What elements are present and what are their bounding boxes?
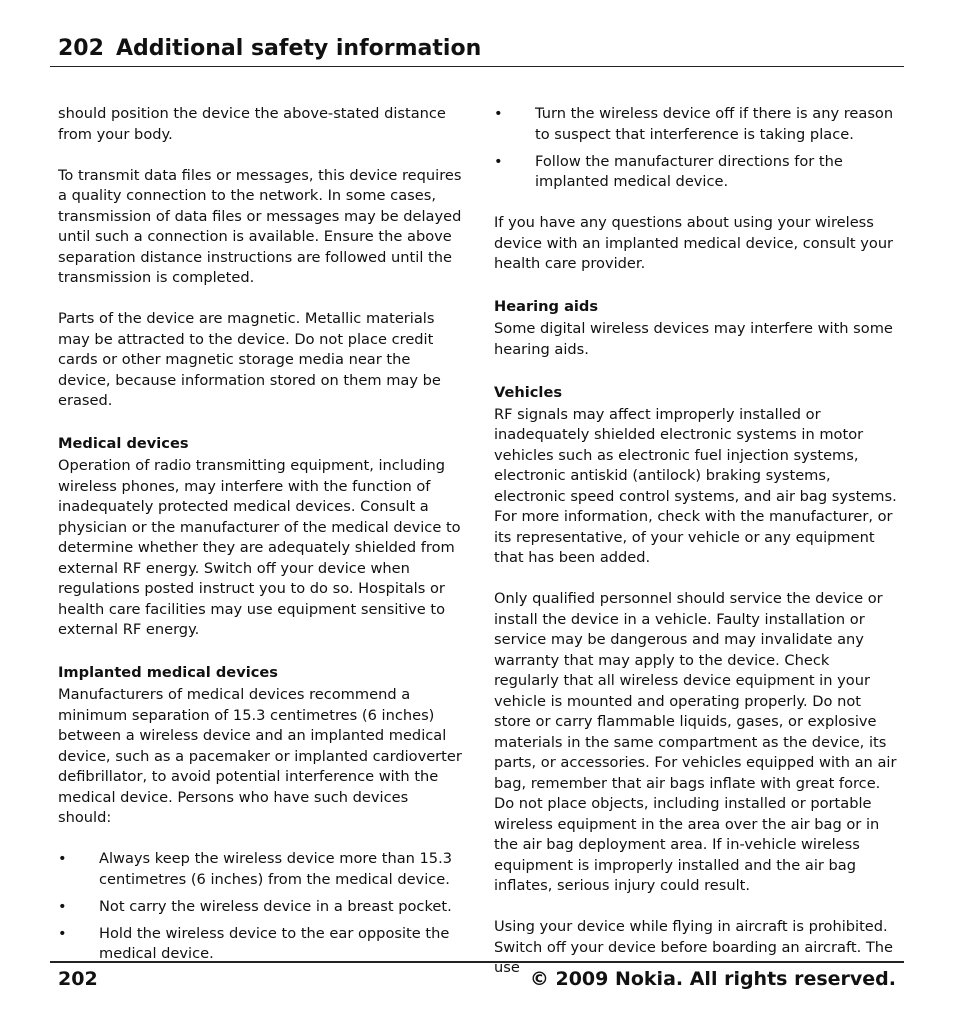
heading-medical-devices: Medical devices xyxy=(58,435,189,452)
list-item xyxy=(58,849,462,890)
bullet-icon: • xyxy=(58,924,67,942)
right-column xyxy=(494,104,898,999)
bullet-icon: • xyxy=(494,152,503,170)
heading-vehicles: Vehicles xyxy=(494,383,563,401)
list-item-text: Always keep the wireless device more than 15.3 centimetres (6 inches) from the medical device. xyxy=(99,850,453,888)
list-item-text: Hold the wireless device to the ear opposite the medical device. xyxy=(99,924,450,962)
paragraph-magnetic: Parts of the device are magnetic. Metallic materials may be attracted to the device. Do not place credit cards or other magnetic storage media near the device, because information stored on them may be erased. xyxy=(58,310,441,409)
list-item xyxy=(494,104,898,145)
right-bullet-list xyxy=(494,104,898,193)
paragraph-service: Only qualified personnel should service the device or install the device in a vehicle. Faulty installation or service may be dangerous and may invalidate any warranty that may apply to the device. Check regularly that all wireless device equipment in your vehicle is mounted and operating properly. Do not store or carry flammable liquids, gases, or explosive materials in the same compartment as the device, its parts, or accessories. For vehicles equipped with an air bag, remember that air bags inflate with great force. Do not place objects, including installed or portable wireless equipment in the area over the air bag or in the air bag deployment area. If in-vehicle wireless equipment is improperly installed and the air bag inflates, serious injury could result. xyxy=(494,590,897,894)
bullet-icon: • xyxy=(58,897,67,915)
list-item-text: Not carry the wireless device in a breast pocket. xyxy=(99,897,452,915)
paragraph-questions: If you have any questions about using your wireless device with an implanted medical device, consult your health care provider. xyxy=(494,214,894,272)
list-item-text: Turn the wireless device off if there is any reason to suspect that interference is taking place. xyxy=(535,105,894,143)
paragraph-medical-devices: Operation of radio transmitting equipment, including wireless phones, may interfere with the function of inadequately protected medical devices. Consult a physician or the manufacturer of the medical device to determine whether they are adequately shielded from external RF energy. Switch off your device when regulations posted instruct you to do so. Hospitals or health care facilities may use equipment sensitive to external RF energy. xyxy=(58,457,461,638)
paragraph-hearing-aids: Some digital wireless devices may interfere with some hearing aids. xyxy=(494,320,893,358)
bullet-icon: • xyxy=(494,105,503,122)
left-column xyxy=(58,104,462,985)
paragraph-flying: Using your device while flying in aircraft is prohibited. Switch off your device before boarding an aircraft. The use xyxy=(494,918,893,976)
heading-implanted-medical-devices: Implanted medical devices xyxy=(58,664,278,681)
list-item xyxy=(58,897,462,918)
left-bullet-list xyxy=(58,849,462,965)
list-item xyxy=(58,924,462,965)
list-item-text: Follow the manufacturer directions for the implanted medical device. xyxy=(535,152,843,190)
page-title: Additional safety information xyxy=(116,36,482,61)
paragraph-data-transmission: To transmit data files or messages, this device requires a quality connection to the network. In some cases, transmission of data files or messages may be delayed until such a connection is available. Ensure the above separation distance instructions are followed until the transmission is completed. xyxy=(58,166,462,286)
copyright-notice: © 2009 Nokia. All rights reserved. xyxy=(529,968,896,990)
bullet-icon: • xyxy=(58,850,67,867)
heading-hearing-aids: Hearing aids xyxy=(494,298,599,315)
paragraph-vehicles: RF signals may affect improperly installed or inadequately shielded electronic systems in motor vehicles such as electronic fuel injection systems, electronic antiskid (antilock) braking systems, electronic speed control systems, and air bag systems. For more information, check with the manufacturer, or its representative, of your vehicle or any equipment that has been added. xyxy=(494,405,897,566)
paragraph-distance: should position the device the above-stated distance from your body. xyxy=(58,105,446,143)
list-item xyxy=(494,152,898,193)
footer-page-number: 202 xyxy=(58,968,98,990)
page-header xyxy=(50,34,904,67)
page-footer xyxy=(50,961,904,995)
paragraph-implanted-medical-devices: Manufacturers of medical devices recommend a minimum separation of 15.3 centimetres (6 inches) between a wireless device and an implanted medical device, such as a pacemaker or implanted cardioverter defibrillator, to avoid potential interference with the medical device. Persons who have such devices should: xyxy=(58,686,462,826)
header-page-number: 202 xyxy=(58,36,104,61)
